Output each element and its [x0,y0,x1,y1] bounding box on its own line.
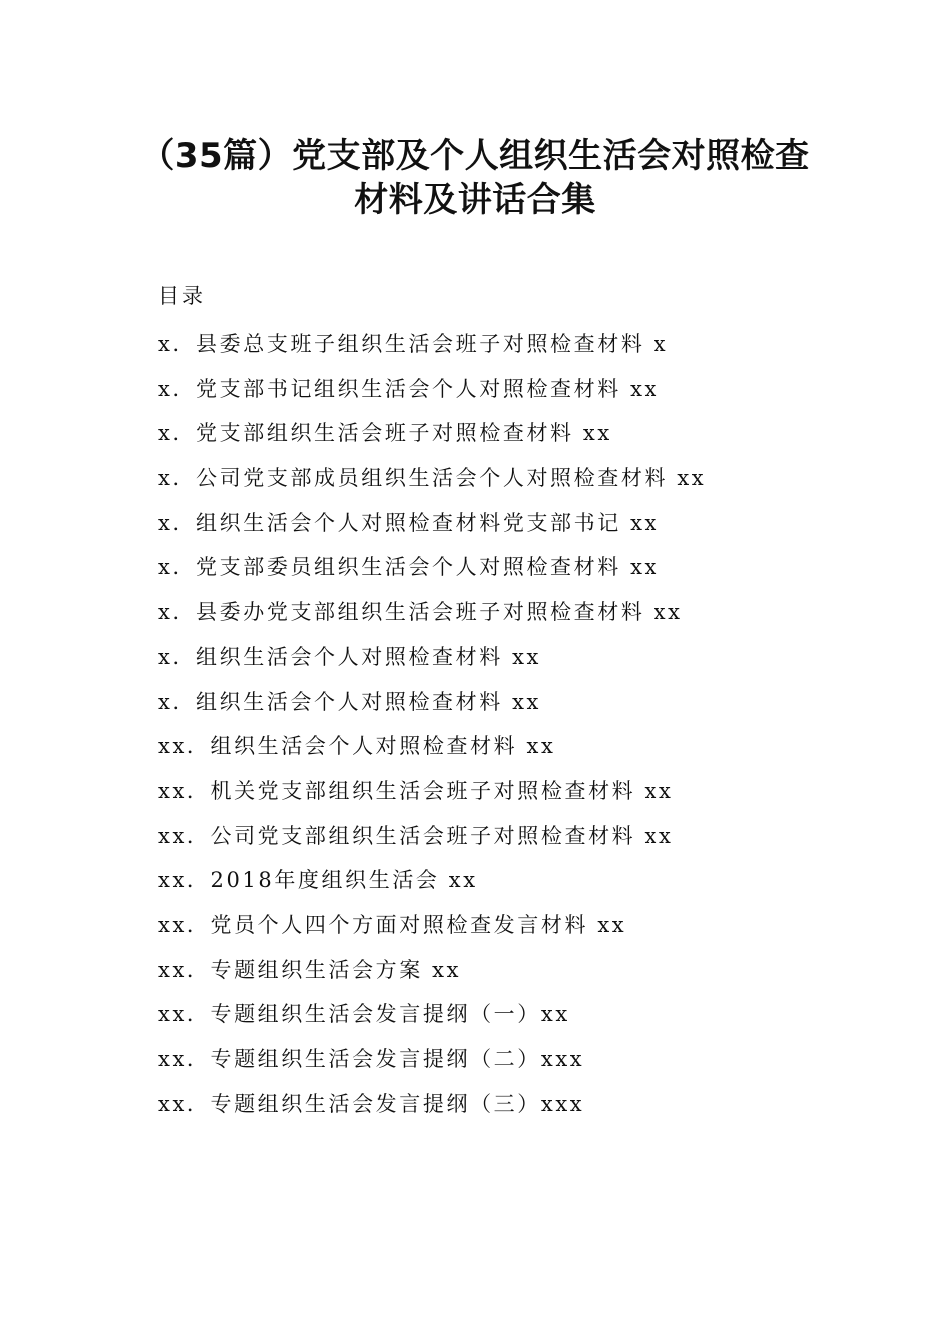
toc-item[interactable]: xx．专题组织生活会发言提纲（三）xxx [158,1091,585,1116]
toc-item[interactable]: xx．专题组织生活会发言提纲（一）xx [158,1002,570,1027]
table-of-contents [158,278,878,1126]
toc-item[interactable]: x．组织生活会个人对照检查材料 xx [158,689,542,714]
document-title [0,134,950,222]
toc-item[interactable]: xx．专题组织生活会方案 xx [158,957,462,982]
toc-item[interactable]: xx．组织生活会个人对照检查材料 xx [158,734,556,759]
toc-item[interactable]: x．县委办党支部组织生活会班子对照检查材料 xx [158,600,683,625]
toc-item[interactable]: xx．机关党支部组织生活会班子对照检查材料 xx [158,778,674,803]
toc-item[interactable]: x．县委总支班子组织生活会班子对照检查材料 x [158,332,669,356]
toc-list [158,322,878,1126]
toc-item[interactable]: x．党支部委员组织生活会个人对照检查材料 xx [158,555,660,580]
toc-item[interactable]: x．组织生活会个人对照检查材料党支部书记 xx [158,510,660,535]
toc-item[interactable]: x．党支部书记组织生活会个人对照检查材料 xx [158,376,660,401]
toc-item[interactable]: x．党支部组织生活会班子对照检查材料 xx [158,421,612,446]
toc-item[interactable]: xx．党员个人四个方面对照检查发言材料 xx [158,912,627,937]
title-line-2: 材料及讲话合集 [354,180,596,220]
toc-item[interactable]: xx．公司党支部组织生活会班子对照检查材料 xx [158,823,674,848]
toc-item[interactable]: x．组织生活会个人对照检查材料 xx [158,644,542,669]
title-line-1: （35篇）党支部及个人组织生活会对照检查 [140,136,810,176]
toc-item[interactable]: x．公司党支部成员组织生活会个人对照检查材料 xx [158,466,707,491]
toc-item[interactable]: xx．2018年度组织生活会 xx [158,868,478,893]
toc-heading: 目录 [158,284,206,308]
toc-item[interactable]: xx．专题组织生活会发言提纲（二）xxx [158,1047,585,1071]
